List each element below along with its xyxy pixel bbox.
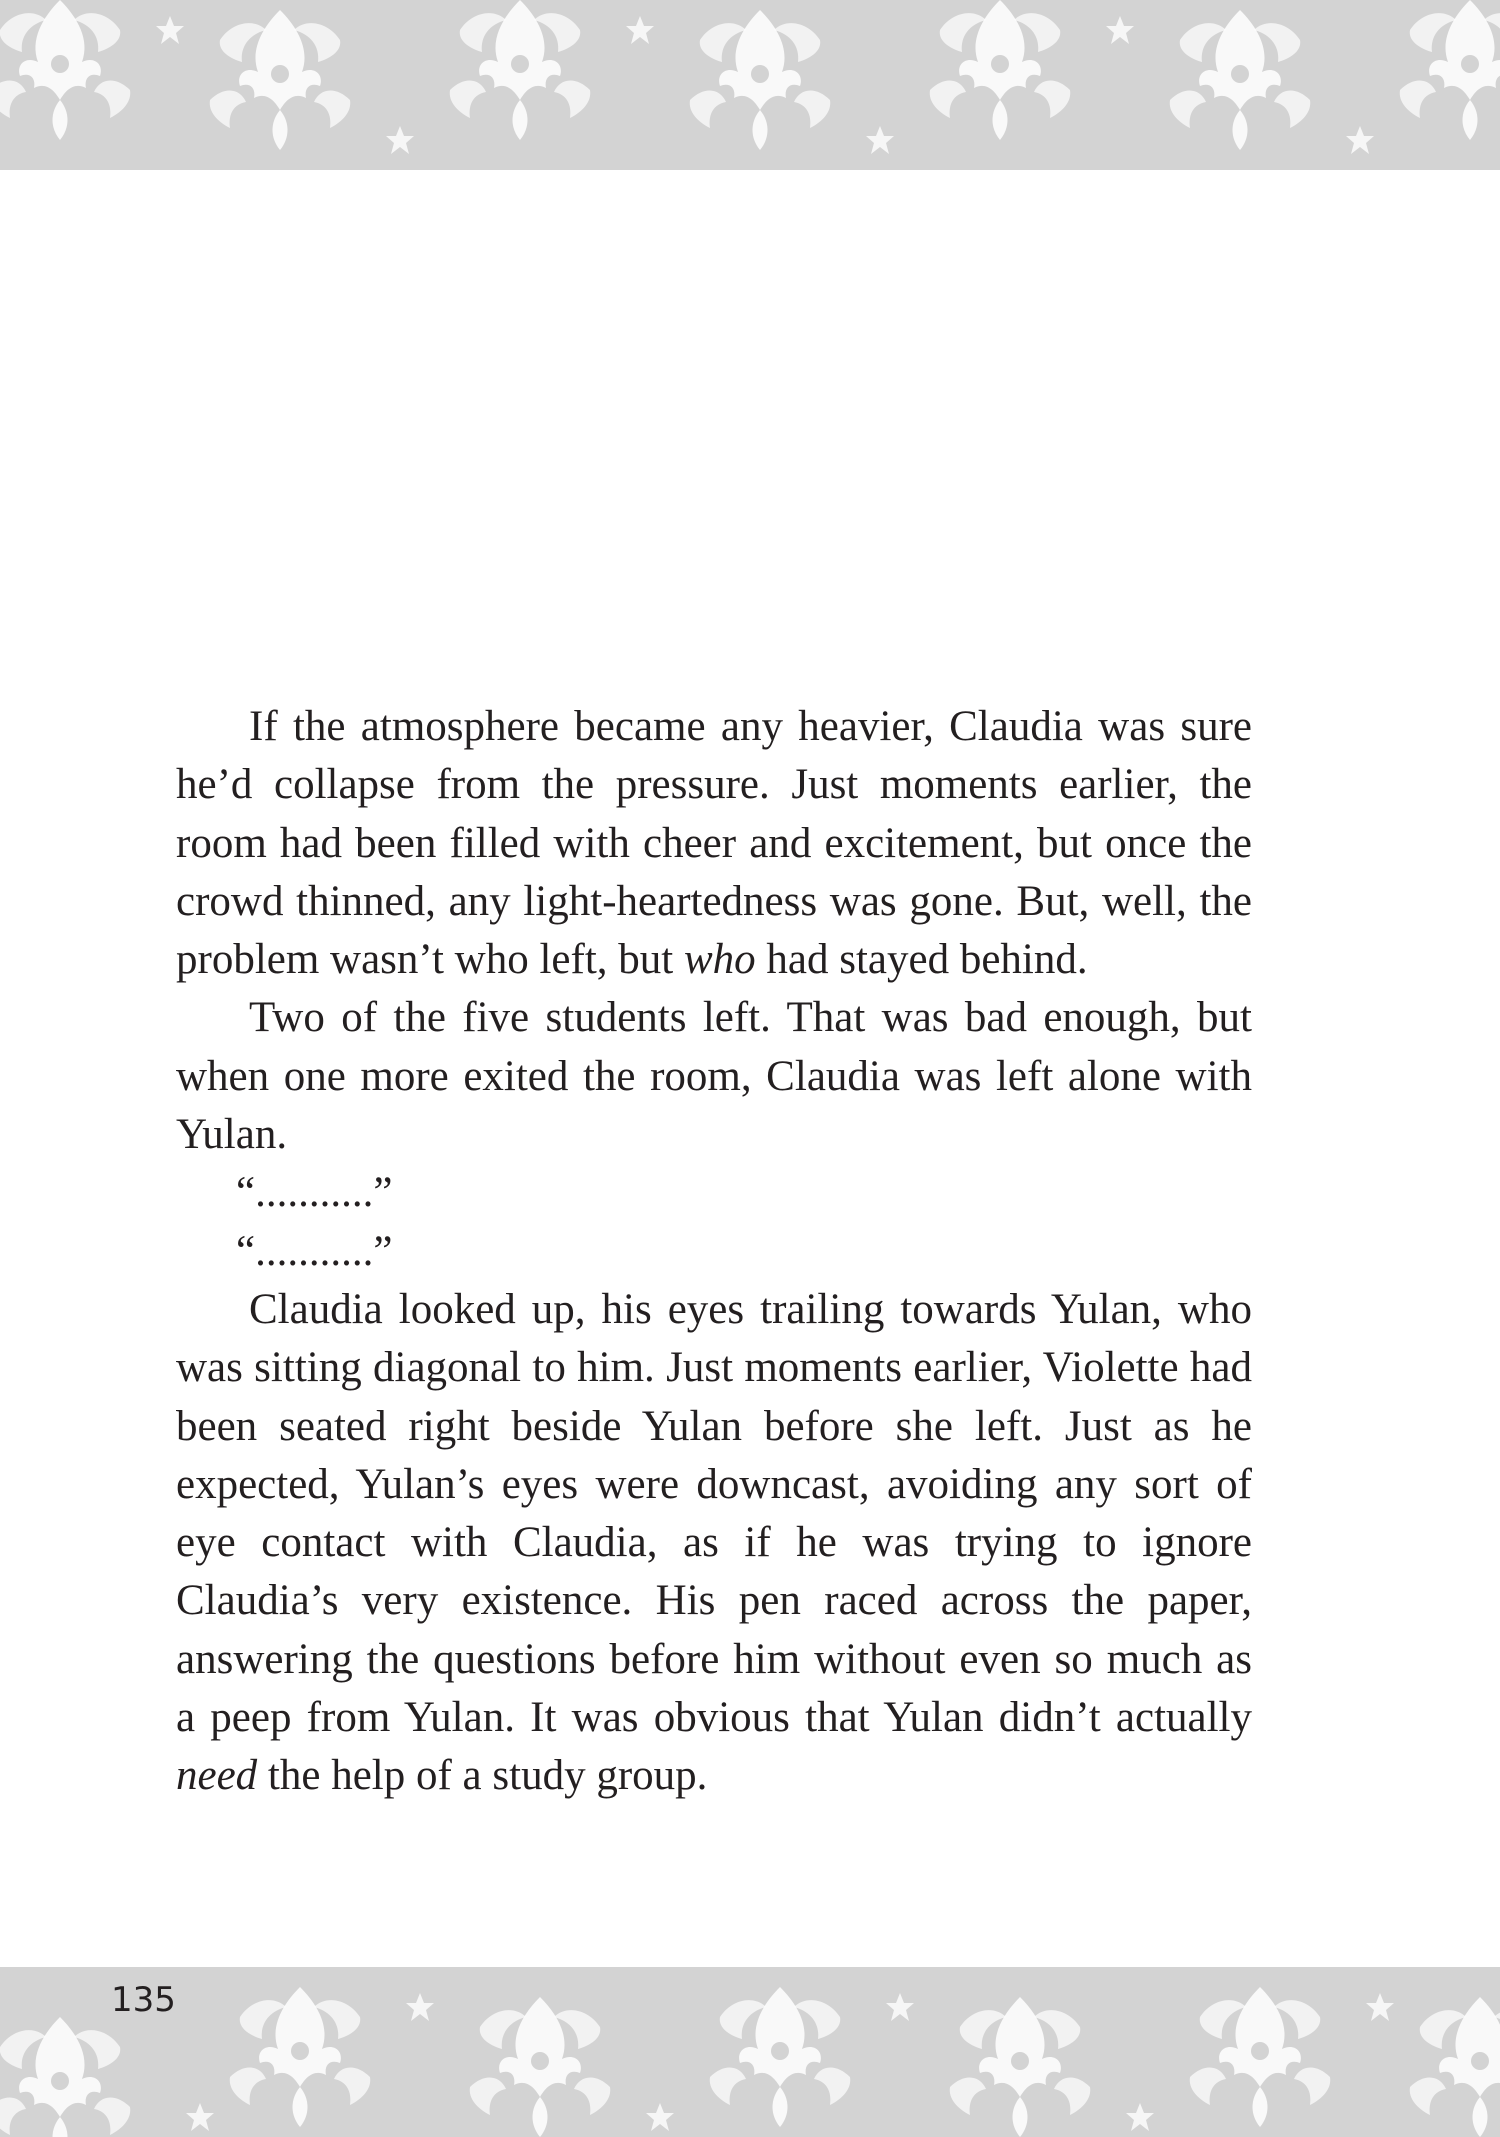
header-damask-band — [0, 0, 1500, 170]
text-run: Two of the five students left. That was bad enough, but when one more exited the room, Claudia was left alone with Yulan. — [176, 994, 1252, 1159]
footer-damask-band — [0, 1967, 1500, 2137]
dialogue-line — [176, 1223, 1252, 1281]
text-run: had stayed behind. — [755, 936, 1088, 984]
page-number: 135 — [111, 1980, 176, 2020]
text-run: Claudia looked up, his eyes trailing towards Yulan, who was sitting diagonal to him. Just moments earlier, Violette had been seated right beside Yulan before she left. Just as he expected, Yulan’s eyes were downcast, avoiding any sort of eye contact with Claudia, as if he was trying to ignore Claudia’s very existence. His pen raced across the paper, answering the questions before him without even so much as a peep from Yulan. It was obvious that Yulan didn’t actually — [176, 1285, 1252, 1742]
body-text — [176, 698, 1252, 1806]
italic-emphasis: who — [683, 936, 756, 984]
text-run: the help of a study group. — [257, 1752, 708, 1800]
damask-pattern-bottom — [0, 1967, 1500, 2137]
text-run: If the atmosphere became any heavier, Claudia was sure he’d collapse from the pressure. Just moments earlier, the room had been filled with cheer and excitement, but once the crowd thinned, any light-heartedness was gone. But, well, the problem wasn’t who left, but — [176, 703, 1252, 984]
text-run: “...........” — [236, 1169, 393, 1217]
italic-emphasis: need — [176, 1752, 258, 1800]
damask-pattern-top — [0, 0, 1500, 170]
paragraph — [176, 1281, 1252, 1806]
paragraph — [176, 989, 1252, 1164]
paragraph — [176, 698, 1252, 989]
text-run: “...........” — [236, 1227, 393, 1275]
dialogue-line — [176, 1164, 1252, 1222]
